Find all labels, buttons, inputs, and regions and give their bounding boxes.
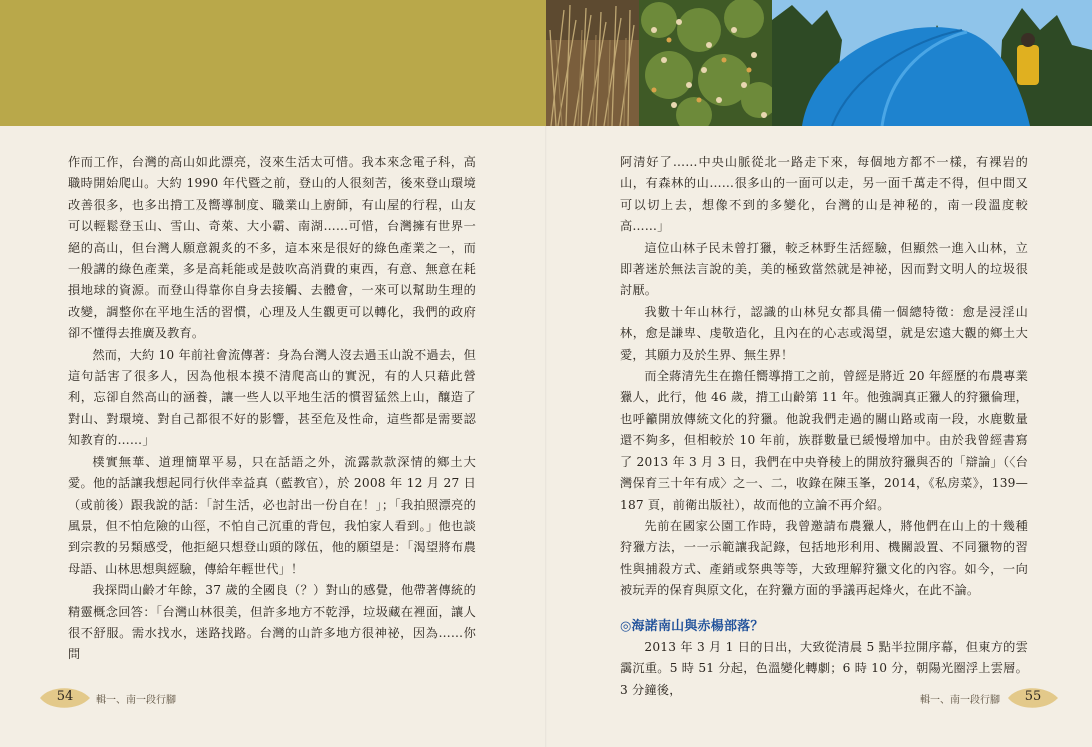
header-color-band	[0, 0, 546, 126]
blue-tent-photo	[772, 0, 1092, 126]
running-title-right: 輯一、南一段行腳	[920, 695, 1000, 706]
left-paragraph-1: 作而工作，台灣的高山如此漂亮，沒來生活太可惜。我本來念電子科，高職時開始爬山。大約 1990 年代暨之前，登山的人很刻苦，後來登山環境改善很多，也多出揹工及嚮導制度、職業山上廚師，有山屋的行程，山友可以輕鬆登玉山、雪山、奇萊、大小霸、南湖……可惜，台灣擁有世界一絕的高山，但台灣人願意親炙的不多，這本來是很好的綠色產業之一，而一般講的綠色產業，多是高耗能或是鼓吹高消費的東西，有意、無意在耗損地球的資源。而登山得靠你自身去接觸、去體會，一來可以幫助生理的改變，調整你在平地生活的習慣，心理及人生觀更可以轉化，我們的政府卻不懂得去推廣及教育。	[68, 155, 476, 341]
right-footer	[900, 683, 1060, 713]
page-number-left: 54	[56, 689, 74, 704]
right-page-body	[620, 152, 1028, 701]
right-paragraph-1: 阿清好了……中央山脈從北一路走下來，每個地方都不一樣，有裸岩的山，有森林的山……很多山的一面可以走，另一面千萬走不得，但中間又可以切上去，想像不到的多變化，台灣的山是神秘的，南一段溫度較高……」	[620, 155, 1028, 234]
right-paragraph-3: 我數十年山林行，認識的山林兒女都具備一個總特徵：愈是浸淫山林，愈是謙卑、虔敬造化，且內在的心志或渴望，就是宏遠大觀的鄉土大愛，其願力及於生界、無生界！	[620, 304, 1028, 362]
leaf-icon	[1006, 683, 1060, 713]
left-paragraph-4: 我探問山齡才年餘，37 歲的全國良（？）對山的感覺，他帶著傳統的精靈概念回答：「台灣山林很美，但許多地方不乾淨，垃圾藏在裡面，讓人很不舒服。需水找水，迷路找路。台灣的山許多地方很神祕，因為……你問	[68, 583, 476, 662]
section-heading: ◎海諾南山與赤楊部落？	[620, 618, 764, 634]
left-paragraph-3: 樸實無華、道理簡單平易，只在話語之外，流露款款深情的鄉土大愛。他的話讓我想起同行伙伴幸益真（藍教官），於 2008 年 12 月 27 日（或前後）跟我說的話：「討生活，必也討出一份自在！」；「我拍照漂亮的風景，但不怕危險的山徑，不怕自己沉重的背包，我怕家人看到。」他也談到宗教的另類感受，他拒絕只想登山頭的隊伍，他的願望是：「渴望將布農母語、山林思想與經驗，傳給年輕世代」！	[68, 454, 476, 576]
shrub-flowers-photo	[639, 0, 772, 126]
leaf-icon	[38, 683, 92, 713]
left-paragraph-2: 然而，大約 10 年前社會流傳著：身為台灣人沒去過玉山說不過去，但這句話害了很多人，因為他根本摸不清爬高山的實況，有的人只藉此營利，忘卻自然高山的涵養，讓一些人以平地生活的慣習猛然上山，釀造了對山、對環境、對自己都很不好的影響，甚至危及性命，這些都是需要認知教育的……」	[68, 347, 476, 448]
page-number-right: 55	[1024, 689, 1042, 704]
left-footer	[38, 683, 238, 713]
right-paragraph-6: 2013 年 3 月 1 日的日出，大致從清晨 5 點半拉開序幕，但東方的雲靄沉重。5 時 51 分起，色溫變化轉劇；6 時 10 分，朝陽光圈浮上雲層。3 分鐘後，	[620, 639, 1028, 697]
running-title-left: 輯一、南一段行腳	[96, 695, 176, 706]
right-paragraph-2: 這位山林子民未曾打獵，較乏林野生活經驗，但顯然一進入山林，立即著迷於無法言說的美，美的極致當然就是神祕，因而對文明人的垃圾很討厭。	[620, 240, 1028, 298]
grass-photo	[546, 0, 639, 126]
left-page-body	[68, 152, 476, 666]
right-paragraph-5: 先前在國家公園工作時，我曾邀請布農獵人，將他們在山上的十幾種狩獵方法，一一示範讓我記錄，包括地形利用、機關設置、不同獵物的習性與捕殺方式、產銷或祭典等等，大致理解狩獵文化的內容。如今，一向被玩弄的保育與原文化，在狩獵方面的爭議再起烽火，在此不論。	[620, 518, 1028, 598]
gutter-shadow	[545, 126, 547, 747]
right-paragraph-4: 而全蔣清先生在擔任嚮導揹工之前，曾經是將近 20 年經歷的布農專業獵人，此行，他 46 歲，揹工山齡第 11 年。他強調真正獵人的狩獵倫理，也呼籲開放傳統文化的狩獵。他說我們走過的關山路或南一段，水鹿數量還不夠多，但相較於 10 年前，族群數量已緩慢增加中。由於我曾經書寫了 2013 年 3 月 3 日，我們在中央脊稜上的開放狩獵與否的「辯論」（〈台灣保育三十年有成〉之一、二，收錄在陳玉峯，2014，《私房菜》，139—187 頁，前衛出版社），故而他的立論不再介紹。	[620, 369, 1028, 512]
